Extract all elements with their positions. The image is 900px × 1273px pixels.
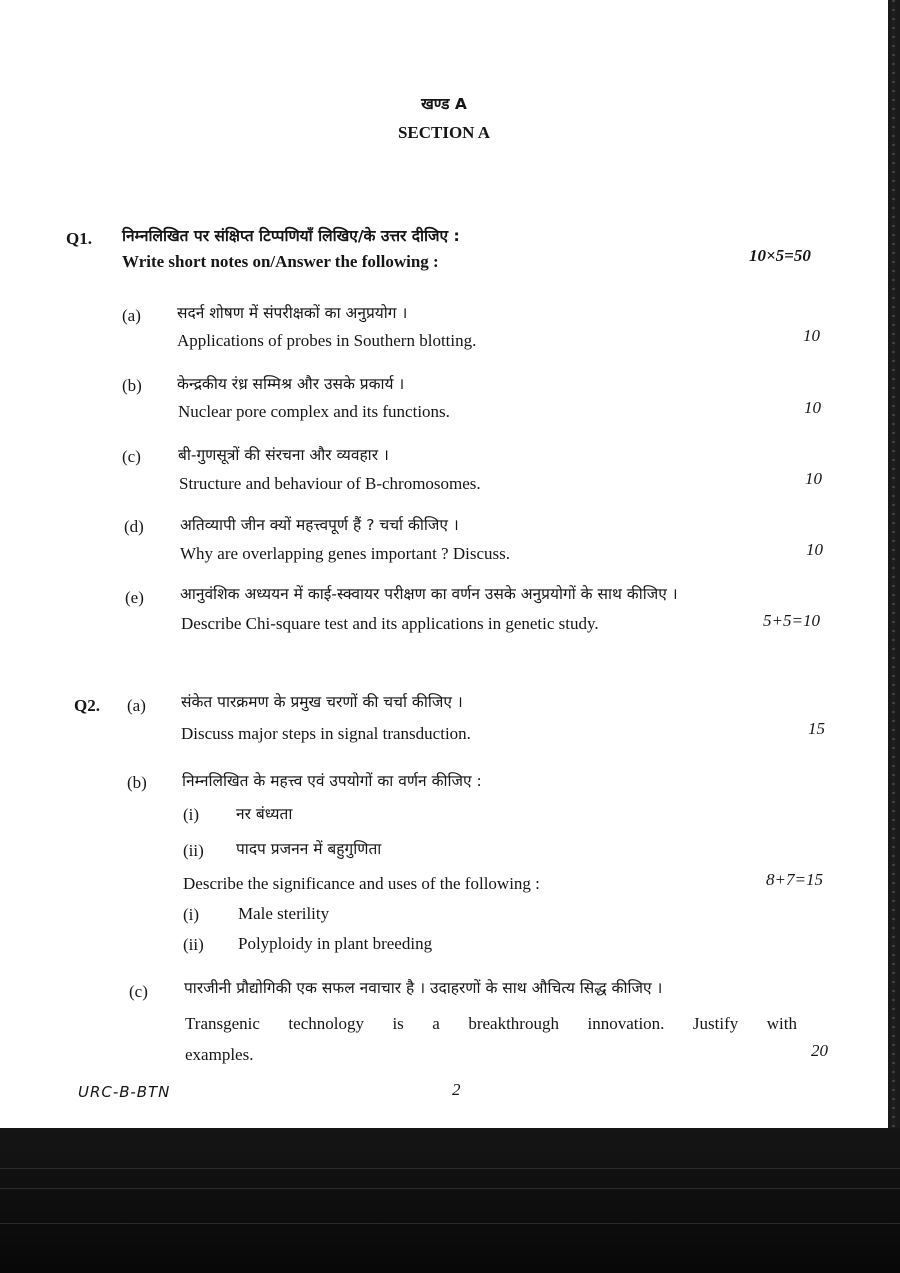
q2b-hindi-item-label: (i) [183, 805, 200, 824]
q1-part-label: (b) [122, 376, 142, 395]
q1-instruction-english: Write short notes on/Answer the following : [122, 252, 439, 271]
q2b-hindi-item: नर बंध्यता [236, 805, 293, 823]
q1-part-marks: 10 [804, 398, 821, 417]
q2b-english-item-label: (i) [183, 905, 200, 924]
q2c-english-line2: examples. [185, 1045, 254, 1064]
paper-code: URC-B-BTN [78, 1083, 171, 1101]
scanner-edge-marks [892, 0, 895, 1128]
q1-part-english: Describe Chi-square test and its applications in genetic study. [181, 614, 599, 633]
q2b-english-item: Polyploidy in plant breeding [238, 934, 433, 953]
q1-part-marks: 10 [805, 469, 822, 488]
q2b-english: Describe the significance and uses of the following : [183, 874, 540, 893]
q2c-english-line1: Transgenic technology is a breakthrough innovation. Justify with [185, 1014, 797, 1033]
q1-part-label: (e) [125, 588, 144, 607]
q2b-hindi-item-label: (ii) [183, 841, 204, 860]
q2c-marks: 20 [811, 1041, 828, 1060]
q1-part-marks: 5+5=10 [763, 611, 820, 630]
q1-part-hindi: बी-गुणसूत्रों की संरचना और व्यवहार । [178, 446, 389, 464]
q1-part-marks: 10 [806, 540, 823, 559]
q2c-hindi: पारजीनी प्रौद्योगिकी एक सफल नवाचार है । उदाहरणों के साथ औचित्य सिद्ध कीजिए । [184, 979, 663, 997]
q2b-english-item: Male sterility [238, 904, 330, 923]
question-number-q2: Q2. [74, 696, 100, 715]
q2b-marks: 8+7=15 [766, 870, 823, 889]
scanner-background [0, 1128, 900, 1273]
q1-part-label: (d) [124, 517, 144, 536]
page-number: 2 [452, 1080, 461, 1099]
q1-part-hindi: सदर्न शोषण में संपरीक्षकों का अनुप्रयोग । [177, 304, 408, 322]
q2b-hindi: निम्नलिखित के महत्त्व एवं उपयोगों का वर्णन कीजिए : [182, 772, 482, 790]
q1-part-label: (c) [122, 447, 141, 466]
q1-part-english: Nuclear pore complex and its functions. [178, 402, 450, 421]
q2-part-label-a: (a) [127, 696, 146, 715]
q1-part-label: (a) [122, 306, 141, 325]
question-number-q1: Q1. [66, 229, 92, 248]
q2b-hindi-item: पादप प्रजनन में बहुगुणिता [236, 840, 382, 858]
section-title-hindi: खण्ड A [421, 95, 467, 113]
q1-part-english: Applications of probes in Southern blotting. [177, 331, 477, 350]
q1-part-english: Why are overlapping genes important ? Discuss. [180, 544, 510, 563]
section-title-english: SECTION A [397, 123, 491, 142]
q2a-marks: 15 [808, 719, 825, 738]
q1-part-hindi: अतिव्यापी जीन क्यों महत्त्वपूर्ण हैं ? चर्चा कीजिए । [180, 516, 459, 534]
q1-part-hindi: केन्द्रकीय रंध्र सम्मिश्र और उसके प्रकार्य । [177, 375, 405, 393]
q1-part-marks: 10 [803, 326, 820, 345]
q1-total-marks: 10×5=50 [749, 246, 811, 265]
q2-part-label-c: (c) [129, 982, 148, 1001]
q2a-hindi: संकेत पारक्रमण के प्रमुख चरणों की चर्चा कीजिए । [181, 693, 463, 711]
q2a-english: Discuss major steps in signal transduction. [181, 724, 471, 743]
q1-part-hindi: आनुवंशिक अध्ययन में काई-स्क्वायर परीक्षण का वर्णन उसके अनुप्रयोगों के साथ कीजिए । [180, 585, 678, 603]
q1-part-english: Structure and behaviour of B-chromosomes. [179, 474, 481, 493]
q1-instruction-hindi: निम्नलिखित पर संक्षिप्त टिप्पणियाँ लिखिए/के उत्तर दीजिए : [122, 227, 460, 245]
q2-part-label-b: (b) [127, 773, 147, 792]
q2b-english-item-label: (ii) [183, 935, 204, 954]
